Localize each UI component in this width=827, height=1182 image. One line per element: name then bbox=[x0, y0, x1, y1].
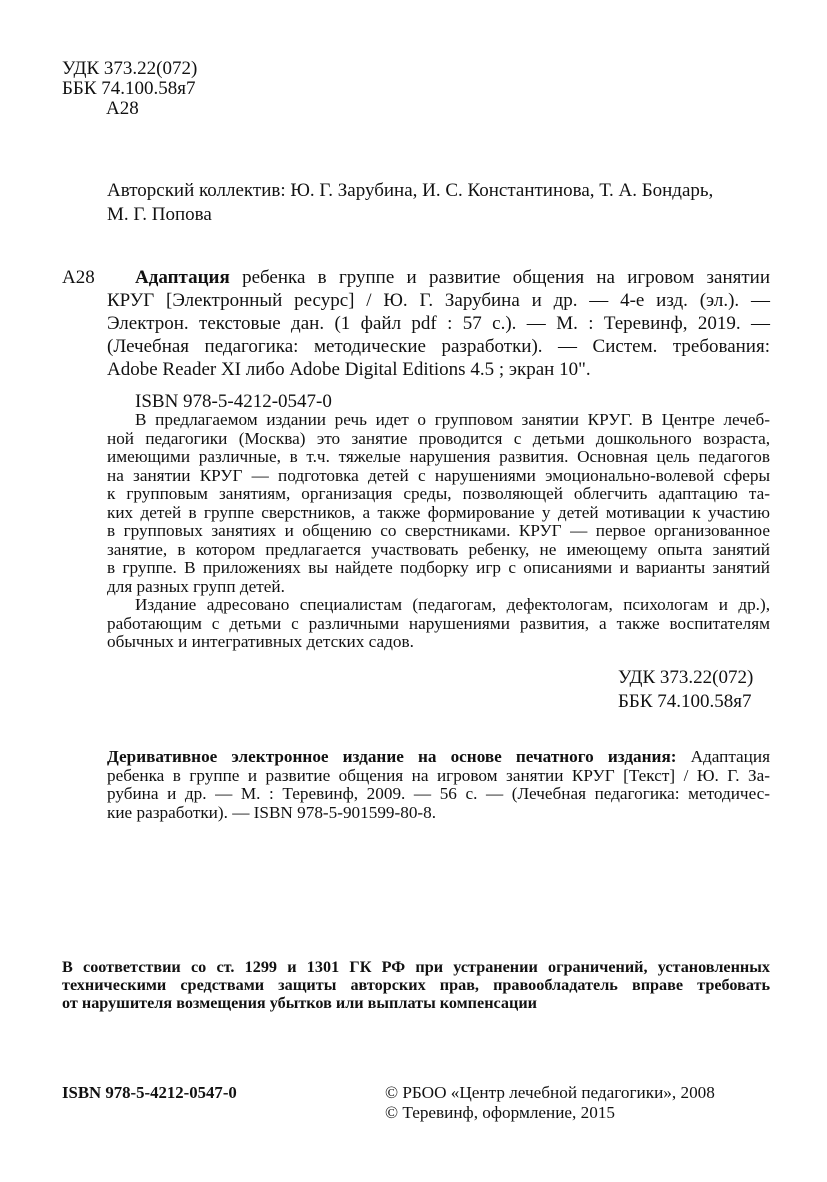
annotation-line: в групповых занятиях и общению со сверстниками. КРУГ — первое организованное bbox=[107, 521, 770, 540]
annotation-codes bbox=[560, 668, 766, 712]
bibliographic-line: Adobe Reader XI либо Adobe Digital Editions 4.5 ; экран 10". bbox=[107, 359, 591, 380]
authors-line: Авторский коллектив: Ю. Г. Зарубина, И. С. Константинова, Т. А. Бондарь, bbox=[107, 180, 714, 201]
annotation-line: к групповым занятиям, организация среды, позволяющей облегчить адаптацию та- bbox=[107, 484, 770, 503]
annotation-line: ких детей в группе сверстников, а также формирование у детей мотивации к участию bbox=[107, 502, 770, 522]
annotation-line: для разных групп детей. bbox=[107, 576, 285, 596]
authors-line: М. Г. Попова bbox=[107, 204, 212, 225]
bibliographic-line: Электрон. текстовые дан. (1 файл pdf : 57 с.). — М. : Теревинф, 2019. — bbox=[107, 313, 770, 334]
bibliographic-mark: А28 bbox=[62, 267, 95, 288]
annotation-line: обычных и интегративных детских садов. bbox=[107, 632, 414, 651]
copyright-line: © Теревинф, оформление, 2015 bbox=[385, 1103, 616, 1122]
authors-block bbox=[107, 181, 767, 225]
annotation-line: В предлагаемом издании речь идет о групповом занятии КРУГ. В Центре лечеб- bbox=[135, 410, 770, 429]
derivative-lead: Деривативное электронное издание на основе печатного издания: bbox=[107, 747, 677, 766]
bibliographic-isbn: ISBN 978-5-4212-0547-0 bbox=[135, 391, 332, 412]
derivative-line: рубина и др. — М. : Теревинф, 2009. — 56 с. — (Лечебная педагогика: методичес- bbox=[107, 784, 770, 803]
bibliographic-line: КРУГ [Электронный ресурс] / Ю. Г. Зарубина и др. — 4-е изд. (эл.). — bbox=[107, 290, 770, 311]
header-udk: УДК 373.22(072) bbox=[62, 58, 198, 79]
footer-isbn: ISBN 978-5-4212-0547-0 bbox=[62, 1083, 237, 1102]
annotation-line: занятие, в котором предлагается участвовать ребенку, не имеющему опыта занятий bbox=[107, 539, 770, 559]
legal-line: техническими средствами защиты авторских прав, правообладатель вправе требовать bbox=[62, 975, 770, 994]
header-codes bbox=[62, 59, 197, 119]
derivative-lead-rest: Адаптация bbox=[676, 747, 770, 766]
derivative-line: ребенка в группе и развитие общения на игровом занятии КРУГ [Текст] / Ю. Г. За- bbox=[107, 765, 770, 785]
annotation-line: имеющими различные, в т.ч. тяжелые нарушения развития. Основная цель педагогов bbox=[107, 447, 770, 466]
derivative-note bbox=[107, 748, 770, 822]
bibliographic-title: Адаптация bbox=[135, 267, 230, 288]
annotation-line: в группе. В приложениях вы найдете подборку игр с описаниями и варианты занятий bbox=[107, 558, 770, 577]
annotation-line: ной педагогики (Москва) это занятие проводится с детьми дошкольного возраста, bbox=[107, 428, 770, 448]
annotation-line: на занятии КРУГ — подготовка детей с нарушениями эмоционально-волевой сферы bbox=[107, 465, 770, 485]
annotation bbox=[107, 411, 770, 652]
bibliographic-title-rest: ребенка в группе и развитие общения на игровом занятии bbox=[229, 267, 770, 288]
derivative-line bbox=[107, 748, 770, 767]
bibliographic-record bbox=[107, 268, 770, 412]
header-author-mark: А28 bbox=[106, 98, 139, 119]
legal-notice bbox=[62, 959, 770, 1012]
bibliographic-line: (Лечебная педагогика: методические разработки). — Систем. требования: bbox=[107, 336, 770, 357]
annotation-udk: УДК 373.22(072) bbox=[618, 667, 754, 688]
annotation-line: Издание адресовано специалистам (педагогам, дефектологам, психологам и др.), bbox=[135, 595, 770, 614]
copyright-line: © РБОО «Центр лечебной педагогики», 2008 bbox=[385, 1083, 715, 1102]
annotation-bbk: ББК 74.100.58я7 bbox=[618, 691, 752, 712]
bibliographic-line bbox=[107, 268, 770, 288]
annotation-line: работающим с детьми с различными нарушениями развития, а также воспитателям bbox=[107, 613, 770, 633]
derivative-line: кие разработки). — ISBN 978-5-901599-80-8. bbox=[107, 802, 437, 822]
header-bbk: ББК 74.100.58я7 bbox=[62, 78, 196, 99]
legal-line: от нарушителя возмещения убытков или выплаты компенсации bbox=[62, 993, 537, 1012]
footer-copyrights bbox=[385, 1083, 770, 1123]
legal-line: В соответствии со ст. 1299 и 1301 ГК РФ при устранении ограничений, установленных bbox=[62, 958, 770, 976]
